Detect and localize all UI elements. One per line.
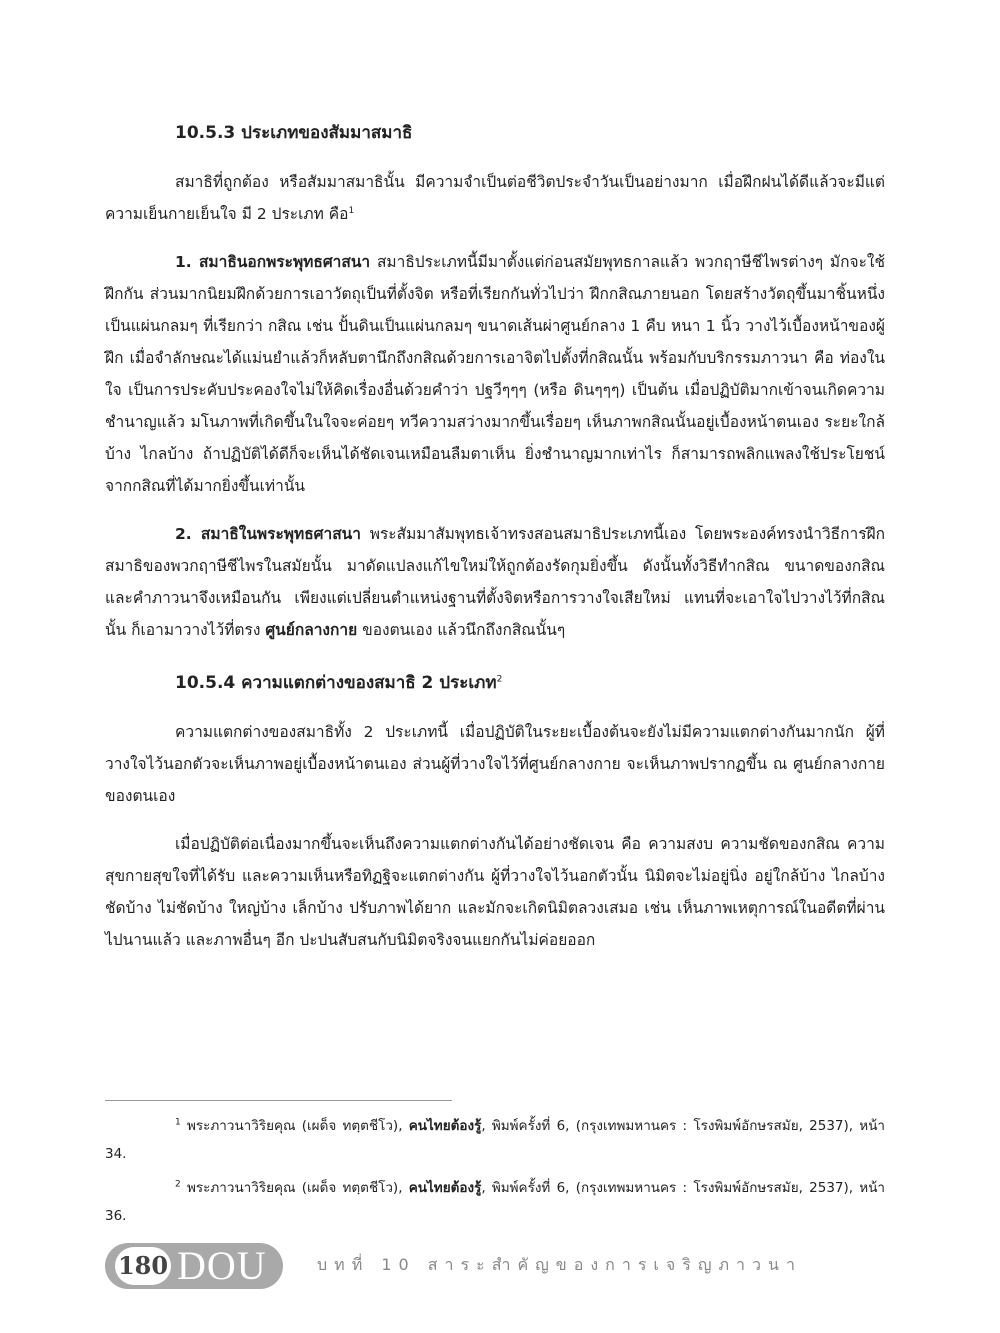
footnote-ref-1[interactable]: 1 — [348, 205, 355, 216]
page-number: 180 — [115, 1247, 171, 1285]
dou-badge — [105, 1243, 283, 1289]
section-heading-10-5-4: 10.5.4 ความแตกต่างของสมาธิ 2 ประเภท$^2$ — [175, 673, 503, 693]
footnote-1: $^1$ พระภาวนาวิริยคุณ (เผด็จ ทตฺตชีโว), คนไทยต้องรู้, พิมพ์ครั้งที่ 6, (กรุงเทพมหานคร : โรงพิมพ์อักษรสมัย, 2537), หน้า 34. — [105, 1117, 886, 1162]
item-2-paragraph: 2. สมาธิในพระพุทธศาสนา พระสัมมาสัมพุทธเจ้าทรงสอนสมาธิประเภทนี้เอง โดยพระองค์ทรงนำวิธีการฝึกสมาธิของพวกฤาษีชีไพรในสมัยนั้น มาดัดแปลงแก้ไขใหม่ให้ถูกต้องรัดกุมยิ่งขึ้น ดังนั้นทั้งวิธีทำกสิณ ขนาดของกสิณ และคำภาวนาจึงเหมือนกัน เพียงแต่เปลี่ยนตำแหน่งฐานที่ตั้งจิตหรือการวางใจเสียใหม่ แทนที่จะเอาใจไปวางไว้ที่กสิณนั้น ก็เอามาวางไว้ที่ตรง ศูนย์กลางกาย ของตนเอง แล้วนึกถึงกสิณนั้นๆ — [105, 525, 885, 639]
item-2-title: 2. สมาธิในพระพุทธศาสนา — [175, 525, 361, 543]
center-of-body-term: ศูนย์กลางกาย — [265, 621, 358, 639]
section-heading-10-5-3: 10.5.3 ประเภทของสัมมาสมาธิ — [175, 123, 413, 143]
item-1-title: 1. สมาธินอกพระพุทธศาสนา — [175, 253, 371, 271]
page-footer — [105, 1243, 885, 1289]
footnote-ref-2[interactable]: 2 — [496, 674, 503, 685]
footnote-2: $^2$ พระภาวนาวิริยคุณ (เผด็จ ทตฺตชีโว), คนไทยต้องรู้, พิมพ์ครั้งที่ 6, (กรุงเทพมหานคร : โรงพิมพ์อักษรสมัย, 2537), หน้า 36. — [105, 1179, 886, 1224]
chapter-title: บทที่ 10 สาระสำคัญของการเจริญภาวนา — [317, 1255, 802, 1274]
main-content — [105, 118, 885, 972]
dou-logo-text: DOU — [177, 1243, 267, 1288]
footnotes — [105, 1112, 885, 1236]
footnote-divider — [105, 1100, 452, 1101]
item-1-paragraph: 1. สมาธินอกพระพุทธศาสนา สมาธิประเภทนี้มีมาตั้งแต่ก่อนสมัยพุทธกาลแล้ว พวกฤาษีชีไพรต่างๆ มักจะใช้ฝึกกัน ส่วนมากนิยมฝึกด้วยการเอาวัตถุเป็นที่ตั้งจิต หรือที่เรียกกันทั่วไปว่า ฝึกกสิณภายนอก โดยสร้างวัตถุขึ้นมาชิ้นหนึ่งเป็นแผ่นกลมๆ ที่เรียกว่า กสิณ เช่น ปั้นดินเป็นแผ่นกลมๆ ขนาดเส้นผ่าศูนย์กลาง 1 คืบ หนา 1 นิ้ว วางไว้เบื้องหน้าของผู้ฝึก เมื่อจำลักษณะได้แม่นยำแล้วก็หลับตานึกถึงกสิณด้วยการเอาจิตไปตั้งที่กสิณนั้น พร้อมกับบริกรรมภาวนา คือ ท่องในใจ เป็นการประคับประคองใจไม่ให้คิดเรื่องอื่นด้วยคำว่า ปฐวีๆๆๆ (หรือ ดินๆๆๆ) เป็นต้น เมื่อปฏิบัติมากเข้าจนเกิดความชำนาญแล้ว มโนภาพที่เกิดขึ้นในใจจะค่อยๆ ทวีความสว่างมากขึ้นเรื่อยๆ เห็นภาพกสิณนั้นอยู่เบื้องหน้าตนเอง ระยะใกล้บ้าง ไกลบ้าง ถ้าปฏิบัติได้ดีก็จะเห็นได้ชัดเจนเหมือนลืมตาเห็น ยิ่งชำนาญมากเท่าไร ก็สามารถพลิกแพลงใช้ประโยชน์จากกสิณที่ได้มากยิ่งขึ้นเท่านั้น — [105, 253, 885, 495]
difference-paragraph-2: เมื่อปฏิบัติต่อเนื่องมากขึ้นจะเห็นถึงความแตกต่างกันได้อย่างชัดเจน คือ ความสงบ ความชัดของกสิณ ความสุขกายสุขใจที่ได้รับ และความเห็นหรือทิฏฐิจะแตกต่างกัน ผู้ที่วางใจไว้นอกตัวนั้น นิมิตจะไม่อยู่นิ่ง อยู่ใกล้บ้าง ไกลบ้าง ชัดบ้าง ไม่ชัดบ้าง ใหญ่บ้าง เล็กบ้าง ปรับภาพได้ยาก และมักจะเกิดนิมิตลวงเสมอ เช่น เห็นภาพเหตุการณ์ในอดีตที่ผ่านไปนานแล้ว และภาพอื่นๆ อีก ปะปนสับสนกับนิมิตจริงจนแยกกันไม่ค่อยออก — [105, 835, 885, 949]
difference-paragraph-1: ความแตกต่างของสมาธิทั้ง 2 ประเภทนี้ เมื่อปฏิบัติในระยะเบื้องต้นจะยังไม่มีความแตกต่างกันมากนัก ผู้ที่วางใจไว้นอกตัวจะเห็นภาพอยู่เบื้องหน้าตนเอง ส่วนผู้ที่วางใจไว้ที่ศูนย์กลางกาย จะเห็นภาพปรากฏขึ้น ณ ศูนย์กลางกายของตนเอง — [105, 723, 885, 805]
intro-paragraph: สมาธิที่ถูกต้อง หรือสัมมาสมาธินั้น มีความจำเป็นต่อชีวิตประจำวันเป็นอย่างมาก เมื่อฝึกฝนได้ดีแล้วจะมีแต่ความเย็นกายเย็นใจ มี 2 ประเภท คือ$^1$ — [105, 173, 885, 223]
